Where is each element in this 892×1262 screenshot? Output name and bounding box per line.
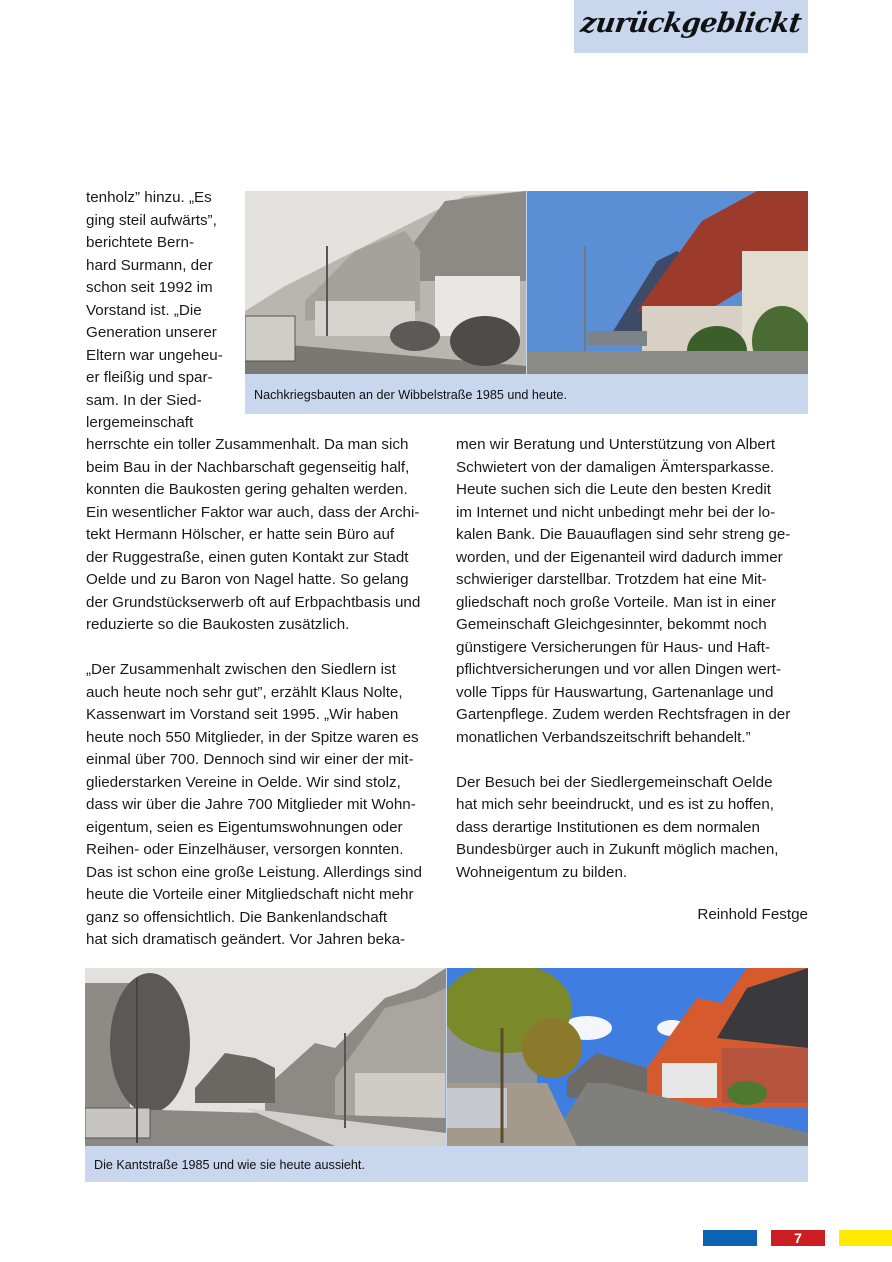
text-line: tenholz” hinzu. „Es <box>86 189 212 206</box>
text-line: hat mich sehr beeindruckt, und es ist zu hoffen, <box>456 796 774 813</box>
text-line: ging steil aufwärts”, <box>86 211 217 229</box>
text-line: gliedschaft noch große Vorteile. Man ist in einer <box>456 593 776 611</box>
text-line: Heute suchen sich die Leute den besten Kredit <box>456 481 771 498</box>
text-line: er fleißig und spar- <box>86 369 213 386</box>
text-line: einmal über 700. Dennoch sind wir einer der mit- <box>86 751 414 768</box>
page-number: 7 <box>771 1230 825 1246</box>
photo-wibbelstrasse-today <box>527 191 808 374</box>
text-line: hat sich dramatisch geändert. Vor Jahren beka- <box>86 931 406 948</box>
text-line: beim Bau in der Nachbarschaft gegenseitig half, <box>86 458 410 476</box>
paragraph <box>456 772 811 885</box>
text-line: Kassenwart im Vorstand seit 1995. „Wir haben <box>86 706 399 723</box>
text-line: Gemeinschaft Gleichgesinnter, bekommt noch <box>456 616 767 633</box>
text-line: schon seit 1992 im <box>86 279 213 296</box>
article-right-column <box>456 434 811 884</box>
text-line: Vorstand ist. „Die <box>86 301 202 319</box>
photo-kantstrasse-1985 <box>85 968 446 1146</box>
author-signature: Reinhold Festge <box>697 906 808 923</box>
text-line: Der Besuch bei der Siedlergemeinschaft Oelde <box>456 773 773 791</box>
text-line: lergemeinschaft <box>86 414 194 431</box>
text-line: heute noch 550 Mitglieder, in der Spitze waren es <box>86 728 419 746</box>
text-line: der Ruggestraße, einen guten Kontakt zur Stadt <box>86 548 409 566</box>
text-line: worden, und der Eigenanteil wird dadurch immer <box>456 548 783 566</box>
text-line: schwieriger darstellbar. Trotzdem hat eine Mit- <box>456 571 767 588</box>
figure-kantstrasse <box>85 968 808 1182</box>
text-line: monatlichen Verbandszeitschrift behandelt.” <box>456 728 751 746</box>
text-line: dass wir über die Jahre 700 Mitglieder mit Wohn- <box>86 796 416 813</box>
article-narrow-column <box>86 187 236 435</box>
text-line: Wohneigentum zu bilden. <box>456 863 628 881</box>
text-line: Bundesbürger auch in Zukunft möglich machen, <box>456 841 779 858</box>
text-line: im Internet und nicht unbedingt mehr bei der lo- <box>456 503 776 521</box>
text-line: gliederstarken Vereine in Oelde. Wir sind stolz, <box>86 773 401 791</box>
text-line: kalen Bank. Die Bauauflagen sind sehr streng ge- <box>456 526 791 543</box>
text-line: Eltern war ungeheu- <box>86 346 223 364</box>
text-line: men wir Beratung und Unterstützung von Albert <box>456 436 776 453</box>
text-line: der Grundstückserwerb oft auf Erbpachtbasis und <box>86 593 421 611</box>
article-left-column <box>86 434 446 952</box>
photo-kantstrasse-today <box>447 968 808 1146</box>
paragraph <box>86 659 446 952</box>
text-line: sam. In der Sied- <box>86 391 202 409</box>
text-line: Gartenpflege. Zudem werden Rechtsfragen in der <box>456 706 791 723</box>
text-line: Das ist schon eine große Leistung. Allerdings sind <box>86 863 423 881</box>
figure-caption-top: Nachkriegsbauten an der Wibbelstraße 1985 und heute. <box>254 388 567 402</box>
footer-bar-blue <box>703 1230 757 1246</box>
text-line: Ein wesentlicher Faktor war auch, dass der Archi- <box>86 503 420 521</box>
section-title: zurückgeblickt <box>578 8 804 39</box>
paragraph <box>456 434 811 749</box>
text-line: hard Surmann, der <box>86 256 213 274</box>
text-line: heute die Vorteile einer Mitgliedschaft nicht mehr <box>86 886 414 903</box>
text-line: eigentum, seien es Eigentumswohnungen oder <box>86 818 403 836</box>
paragraph <box>86 434 446 637</box>
text-line: konnten die Baukosten gering gehalten werden. <box>86 481 408 498</box>
section-header-tab <box>574 0 808 53</box>
text-line: reduzierte so die Baukosten zusätzlich. <box>86 616 350 633</box>
text-line: Oelde und zu Baron von Nagel hatte. So gelang <box>86 571 409 588</box>
text-line: volle Tipps für Hauswartung, Gartenanlage und <box>456 683 774 701</box>
text-line: „Der Zusammenhalt zwischen den Siedlern ist <box>86 661 396 678</box>
text-line: ganz so offensichtlich. Die Bankenlandschaft <box>86 908 388 926</box>
text-line: herrschte ein toller Zusammenhalt. Da man sich <box>86 436 409 453</box>
photo-wibbelstrasse-1985 <box>245 191 526 374</box>
text-line: Schwietert von der damaligen Ämtersparkasse. <box>456 458 775 476</box>
figure-caption-bottom: Die Kantstraße 1985 und wie sie heute aussieht. <box>94 1158 365 1172</box>
text-line: dass derartige Institutionen es dem normalen <box>456 818 760 836</box>
text-line: günstigere Versicherungen für Haus- und Haft- <box>456 638 771 656</box>
figure-wibbelstrasse <box>245 191 808 414</box>
text-line: Reihen- oder Einzelhäuser, versorgen konnten. <box>86 841 404 858</box>
footer-bar-yellow <box>839 1230 892 1246</box>
text-line: auch heute noch sehr gut”, erzählt Klaus Nolte, <box>86 683 403 701</box>
text-line: tekt Hermann Hölscher, er hatte sein Büro auf <box>86 526 395 543</box>
text-line: Generation unserer <box>86 324 217 341</box>
text-line: pflichtversicherungen und vor allen Dingen wert- <box>456 661 782 678</box>
text-line: berichtete Bern- <box>86 234 195 251</box>
